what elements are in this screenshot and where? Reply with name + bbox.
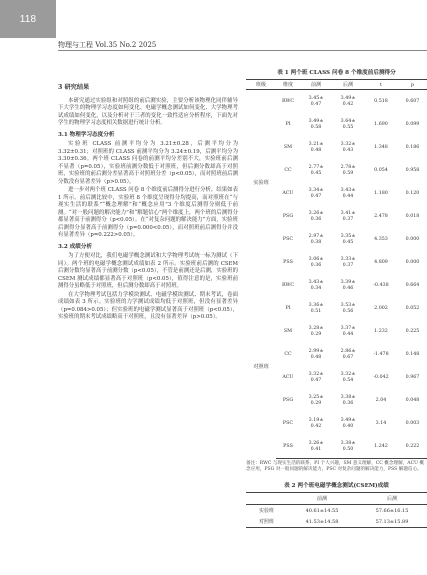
table1-dimension: CC [284,168,292,173]
table1-post-cell [332,389,364,412]
table1-post-mean: 2.78± [340,164,356,170]
table1-pre-sd: 0.47 [310,377,322,383]
table1-dimension: PI [285,306,291,311]
table2-pre: 40.61±14.55 [305,507,339,514]
table1-p-value: 0.052 [405,306,420,311]
table1-post-cell [332,435,364,459]
table1-post-mean: 3.53± [340,302,356,308]
table1-note: 备注：RWC 与现实生活的联系，PI 个人兴趣，SM 意义理解，CC 概念理解，ACU 概念应用，PSG 对一般问题的解决能力，PSC 对复杂问题的解决能力，PSS 解题信心。 [246,461,425,473]
table1-group-label: 对照班 [253,363,269,370]
table1-t-value: -0.042 [373,375,389,380]
table1-pre-sd: 0.47 [310,193,322,199]
table1-p-value: 0.222 [398,435,427,459]
table1-t-value: 4.353 [374,237,388,242]
table1-t-value: 1.242 [364,435,398,459]
table1-post-mean: 2.86± [340,348,356,354]
table1-t-value: -0.438 [373,283,389,288]
table1-post-mean: 3.37± [340,325,356,331]
table1-dimension: PSS [276,435,300,459]
table1-dimension: RWC [281,99,295,104]
table2-pre: 41.53±14.58 [287,516,357,528]
table1-header-post: 后测 [332,80,364,90]
table1-dimension: PSG [282,398,294,403]
table1-post-cell [332,159,364,182]
table1-post-sd: 0.46 [342,285,354,291]
table1-p-value: 0.967 [405,375,420,380]
table1-pre-mean: 3.34± [308,187,324,193]
table2-class: 实验班 [258,508,274,515]
table1-post-mean: 3.35± [340,233,356,239]
table1-pre-mean: 3.28± [308,325,324,331]
table1-pre-cell [300,136,332,159]
table1-post-mean: 3.32± [340,371,356,377]
table2-class: 对照班 [246,516,287,528]
table1-post-mean: 3.32± [340,141,356,147]
table1-post-cell [332,320,364,343]
table1-pre-cell [300,297,332,320]
table1-p-value: 0.225 [405,329,420,334]
table1-pre-cell [300,251,332,274]
table1-pre-sd: 0.29 [310,400,322,406]
table1-header-class: 班级 [246,80,276,90]
table1-dimension: SM [283,145,293,150]
table1-post-sd: 0.56 [342,308,354,314]
table1-pre-sd: 0.29 [310,331,322,337]
table1-post-sd: 0.36 [342,400,354,406]
table1-pre-mean: 3.19± [308,417,324,423]
table2-header-blank [246,493,287,505]
table1-t-value: 1.232 [374,329,388,334]
table1-dimension: ACU [282,191,294,196]
table1-post-mean: 3.49± [340,95,356,101]
score-paragraph-2: 在大学物理考试包括力学模块测试、电磁学模块测试、期末考试，卷面成绩如表 3 所示。实验班的力学测试成绩均低于对照班，但没有显著差异（p=0.084>0.05）；但实验班的电磁学测试显著高于对照班（p<0.05），实验班的期末考试成绩略高于对照班，且没有显著差异（p>0.05）。 [58,291,238,320]
table1-post-cell [332,412,364,435]
table2 [246,492,427,528]
table1-pre-mean: 3.49± [308,118,324,124]
table1-dimension: PSG [282,214,294,219]
table1-pre-cell [300,320,332,343]
table-row [246,505,427,517]
table1-post-sd: 0.67 [342,354,354,360]
table1-post-mean: 3.49± [340,417,356,423]
table1-header-dimension: 维度 [276,80,300,90]
table1-t-value: 1.348 [374,145,388,150]
table1-post-sd: 0.43 [342,147,354,153]
table1-pre-sd: 0.47 [310,101,322,107]
table1-post-sd: 0.50 [342,446,354,452]
table1-post-sd: 0.59 [342,170,354,176]
table1-post-mean: 3.33± [340,256,356,262]
subsection-score-title: 3.2 成绩分析 [58,243,93,250]
table1-post-cell [332,182,364,205]
table1-pre-cell [300,435,332,459]
table1-header-pre: 前测 [300,80,332,90]
table1-pre-sd: 0.51 [310,308,322,314]
table1-post-cell [332,274,364,297]
table1-pre-cell [300,159,332,182]
table1-pre-sd: 0.58 [310,124,322,130]
table1-dimension: PI [285,122,291,127]
table1-pre-mean: 3.43± [308,279,324,285]
subsection-attitude-title: 3.1 物理学习态度分析 [58,131,115,138]
table1-t-value: 2.04 [375,398,387,403]
table1-p-value: 0.607 [405,99,420,104]
table1-pre-cell [300,182,332,205]
table1-post-sd: 0.40 [342,423,354,429]
table-row [246,516,427,528]
table1-pre-mean: 3.25± [308,394,324,400]
left-column [58,84,238,323]
table1-t-value: 2.002 [374,306,388,311]
table1-dimension: RWC [281,283,295,288]
table1-dimension: PSC [282,421,294,426]
table1-pre-mean: 3.26± [308,210,324,216]
table1-post-cell [332,113,364,136]
table1-dimension: SM [283,329,293,334]
table1-post-sd: 0.45 [342,239,354,245]
table1-header-t: t [364,80,398,90]
table1-pre-mean: 3.45± [308,95,324,101]
table1-p-value: 0.148 [405,352,420,357]
table1-t-value: 1.690 [374,122,388,127]
table1-post-cell [332,297,364,320]
table1-dimension: PSS [283,260,293,265]
table2-post: 57.13±15.89 [357,516,427,528]
table1-pre-cell [300,205,332,228]
table1-pre-cell [300,389,332,412]
table1-post-mean: 3.39± [340,279,356,285]
table1-header-p: p [398,80,427,90]
table1-pre-sd: 0.48 [310,354,322,360]
table1-t-value: 1.180 [374,191,388,196]
table1-post-mean: 3.43± [340,187,356,193]
table1-post-cell [332,366,364,389]
table1-p-value: 0.000 [405,260,420,265]
table1-p-value: 0.000 [405,237,420,242]
attitude-paragraph-2: 进一步对两个班 CLASS 问卷 8 个维度前后测得分进行分析，结果如表 1 所示。前后测比较中，实验班 8 个维度呈现得分均提高，而对照班在“与现实生活的联系”“概念理解”和“概念应用”3 个维度后测得分则低于前测。“对一般问题的解决能力”和“解题信心”两个维度上，两个班的后测得分都显著高于前测得分（p<0.05）。在“对复杂问题的解决能力”方面，实验班后测得分显著高于前测得分（p=0.000<0.05），而对照班前后测得分并没有显著差异（p=0.222>0.05）。 [58,187,238,238]
score-paragraph-1: 为了方便对比，我们电磁学概念测试和大学物理考试统一标为测试（下同）。两个班的电磁学概念测试成绩如表 2 所示。实验班前后测的 CSEM 后测分数均显著高于前测分数（p<0.05），不管是前测还是后测，实验班的 CSEM 测试成绩都显著高于对照班（p<0.05），值得注意的是，实验班前测得分虽略低于对照班，但后测分数却高于对照班。 [58,253,238,289]
table1-t-value: 2.478 [374,214,388,219]
section-title: 3 研究结果 [58,84,90,91]
table1-post-cell [332,228,364,251]
table1-pre-sd: 0.42 [310,423,322,429]
table1-post-cell [332,90,364,114]
table1-post-mean: 3.38± [340,394,356,400]
table1-header-row [246,80,427,90]
table1-p-value: 0.958 [405,168,420,173]
table1-post-sd: 0.44 [342,331,354,337]
table2-caption: 表 2 两个班电磁学概念测试(CSEM)成绩 [284,483,389,490]
table1-post-sd: 0.44 [342,193,354,199]
table2-header-pre: 前测 [287,493,357,505]
table1-p-value: 0.120 [405,191,420,196]
table1-pre-mean: 2.99± [308,348,324,354]
table1-post-sd: 0.37 [342,262,354,268]
table1-pre-sd: 0.36 [310,262,322,268]
table1-pre-cell [300,228,332,251]
table1-post-sd: 0.37 [342,216,354,222]
header-rule [58,50,427,51]
table1-caption: 表 1 两个班 CLASS 问卷 8 个维度前后测得分 [277,70,396,76]
table1-pre-cell [300,274,332,297]
table1-t-value: 0.054 [374,168,388,173]
table1-t-value: 3.14 [375,421,387,426]
table-row [246,274,427,297]
table2-post: 57.66±16.15 [375,507,409,514]
table1-pre-sd: 0.34 [310,285,322,291]
table1-pre-mean: 2.77± [308,164,324,170]
intro-paragraph: 本研究通过实验组和对照组的前后测实验，主要分析该物理化同伴辅导下大学生的物理学习态度如何变化、电磁学概念测试如何变化、大学物理考试成绩如何变化，以及分析对于三者的变化一致性适应分析程序，下面先对学生的物理学习态度相关数据进行统计分析。 [58,97,238,126]
table1-post-mean: 3.64± [340,118,356,124]
table1-post-sd: 0.54 [342,377,354,383]
table1-pre-mean: 3.21± [308,141,324,147]
table1-post-mean: 3.41± [340,210,356,216]
table1-post-cell [332,136,364,159]
table1-group-label: 实验班 [253,179,269,186]
table1-pre-cell [300,343,332,366]
table1-pre-mean: 3.36± [308,302,324,308]
page-number-badge [0,0,56,38]
table1-pre-mean: 2.97± [308,233,324,239]
attitude-paragraph-1: 实验班 CLASS 前测平均分为 3.21±0.28，后测平均分为 3.32±0.31；对照班的 CLASS 前测平均分为 3.24±0.19，后测平均分为 3.30±0.36。两个班 CLASS 问卷的前测平均分差别不大，实验班前后测不显著（p=0.05），实验班前测分数低于对照班，但后测分数却高于对照班，实验班的前后测分差显著高于对照班分差（p<0.05），而对照班前后测分数没有显著差异（p>0.05）。 [58,141,238,185]
table1-pre-cell [300,366,332,389]
table1-pre-cell [300,412,332,435]
table1-p-value: 0.048 [405,398,420,403]
table1-pre-sd: 0.41 [310,446,322,452]
table1-dimension: CC [284,352,292,357]
table1-pre-mean: 3.26± [308,440,324,446]
right-column [246,68,427,528]
table1-t-value: -1.478 [373,352,389,357]
table1-pre-mean: 3.06± [308,256,324,262]
table1-t-value: 0.518 [374,99,388,104]
table1-dimension: PSC [282,237,294,242]
table1-post-mean: 3.38± [340,440,356,446]
table1-body [246,90,427,459]
table1-dimension: ACU [282,375,294,380]
table1-t-value: 4.809 [374,260,388,265]
table2-header-post: 后测 [357,493,427,505]
table1-post-sd: 0.55 [342,124,354,130]
table1-p-value: 0.003 [405,421,420,426]
table-row [246,90,427,114]
table1-pre-sd: 0.48 [310,147,322,153]
table1-pre-mean: 3.32± [308,371,324,377]
table1-pre-cell [300,113,332,136]
table1-p-value: 0.664 [405,283,420,288]
table1-post-cell [332,251,364,274]
table1-pre-sd: 0.45 [310,170,322,176]
running-header: 物理与工程 Vol.35 No.2 2025 [58,41,157,49]
table1-pre-sd: 0.38 [310,239,322,245]
table2-header-row [246,493,427,505]
table1-pre-sd: 0.36 [310,216,322,222]
table1-p-value: 0.186 [405,145,420,150]
table1 [246,79,427,459]
table1-post-sd: 0.42 [342,101,354,107]
table1-pre-cell [300,90,332,114]
table1-p-value: 0.099 [405,122,420,127]
table1-post-cell [332,205,364,228]
table1-p-value: 0.018 [405,214,420,219]
page-number: 118 [19,13,37,25]
table1-post-cell [332,343,364,366]
